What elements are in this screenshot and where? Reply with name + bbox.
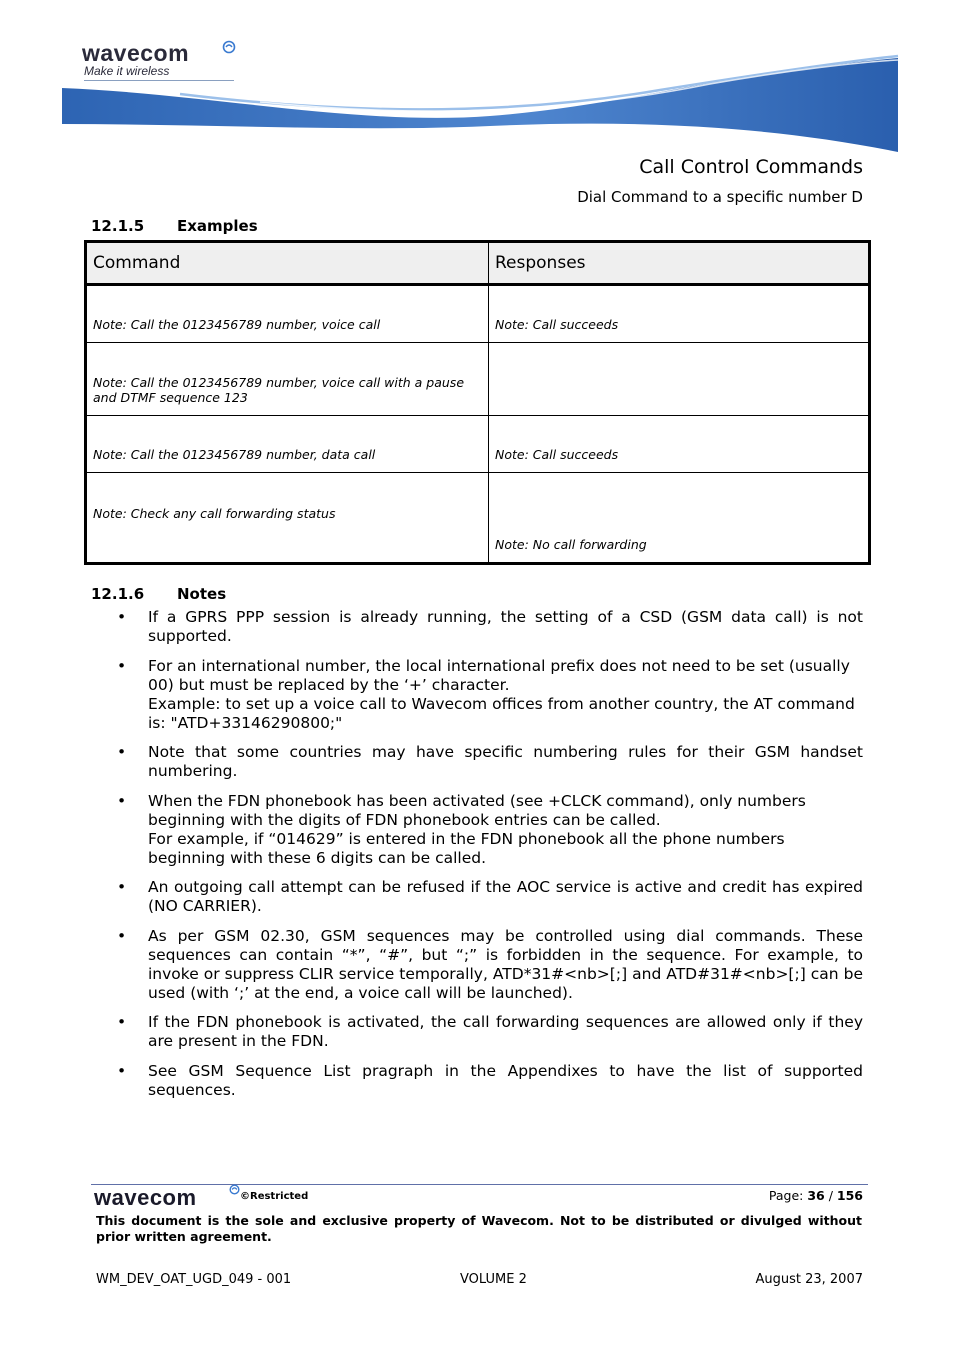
column-header-responses: Responses [489,242,870,285]
list-item-text: • If a GPRS PPP session is already running, the setting of a CSD (GSM data call) is not supported. [148,608,863,645]
page-current: 36 [807,1188,825,1203]
footer-wavecom-logo: wavecom [94,1185,197,1210]
table-row [86,285,870,342]
list-item-text: • When the FDN phonebook has been activated (see +CLCK command), only numbers beginning with the digits of FDN phonebook entries can be called. [148,791,806,829]
volume-label: VOLUME 2 [460,1272,527,1287]
response-note: Note: Call succeeds [489,285,870,342]
examples-heading [91,217,258,235]
list-item-text: • An outgoing call attempt can be refused if the AOC service is active and credit has expired (NO CARRIER). [148,878,863,915]
logo-swirl-icon [222,40,236,54]
header-wave-graphic [60,54,900,154]
section-title: Call Control Commands [639,156,863,178]
examples-heading-title: Examples [177,217,258,235]
footer-logo-swirl-icon [229,1184,240,1195]
list-item [115,608,863,646]
list-item [115,1013,863,1051]
document-date: August 23, 2007 [755,1272,863,1287]
list-item-text: Example: to set up a voice call to Wavecom offices from another country, the AT command is: "ATD+33146290800;" [148,694,855,732]
command-note: Note: Call the 0123456789 number, voice call [86,285,489,342]
command-note: Note: Call the 0123456789 number, voice call with a pause and DTMF sequence 123 [86,342,489,415]
section-subtitle: Dial Command to a specific number D [577,188,863,206]
table-row [86,473,870,564]
page-indicator [769,1188,863,1203]
list-item [115,927,863,1003]
list-item-text: • If the FDN phonebook is activated, the call forwarding sequences are allowed only if they are present in the FDN. [148,1013,863,1050]
response-note: Note: No call forwarding [489,473,870,564]
notes-heading-title: Notes [177,585,227,603]
column-header-command: Command [86,242,489,285]
examples-table [84,240,871,565]
page-total: 156 [836,1188,863,1203]
list-item [115,1062,863,1100]
table-header-row [86,242,870,285]
list-item-text: • See GSM Sequence List pragraph in the Appendixes to have the list of supported sequences. [148,1061,863,1099]
table-row [86,416,870,473]
examples-heading-number: 12.1.5 [91,217,145,235]
notes-list [115,608,863,1110]
footer-divider [91,1184,868,1185]
list-item-text: • Note that some countries may have specific numbering rules for their GSM handset numbering. [148,743,863,780]
list-item [115,878,863,916]
list-item [115,657,863,733]
notes-heading-number: 12.1.6 [91,585,145,603]
wavecom-logo: wavecom [82,40,190,66]
list-item [115,792,863,868]
notes-heading [91,585,226,603]
legal-notice: This document is the sole and exclusive property of Wavecom. Not to be distributed or divulged without prior written agreement. [96,1213,862,1244]
response-note: Note: Call succeeds [489,416,870,473]
list-item-text: • For an international number, the local international prefix does not need to be set (usually 00) but must be replaced by the ‘+’ character. [148,656,850,694]
list-item-text: • As per GSM 02.30, GSM sequences may be controlled using dial commands. These sequences can contain “*”, “#”, but “;” is forbidden in the sequence. For example, to invoke or suppress CLIR service temporally, ATD*31#<nb>[;] and ATD#31#<nb>[;] can be used (with ‘;’ at the end, a voice call will be launched). [148,926,863,1002]
logo-tagline: Make it wireless [84,64,170,78]
page-label: Page: [768,1188,808,1203]
list-item-text: For example, if “014629” is entered in the FDN phonebook all the phone numbers beginning with these 6 digits can be called. [148,829,785,867]
table-row [86,342,870,415]
command-note: Note: Check any call forwarding status [86,473,489,564]
command-note: Note: Call the 0123456789 number, data call [86,416,489,473]
restricted-label: ©Restricted [240,1191,309,1202]
list-item [115,743,863,781]
response-note [489,342,870,415]
document-id: WM_DEV_OAT_UGD_049 - 001 [96,1272,292,1287]
page-separator: / [824,1188,837,1203]
